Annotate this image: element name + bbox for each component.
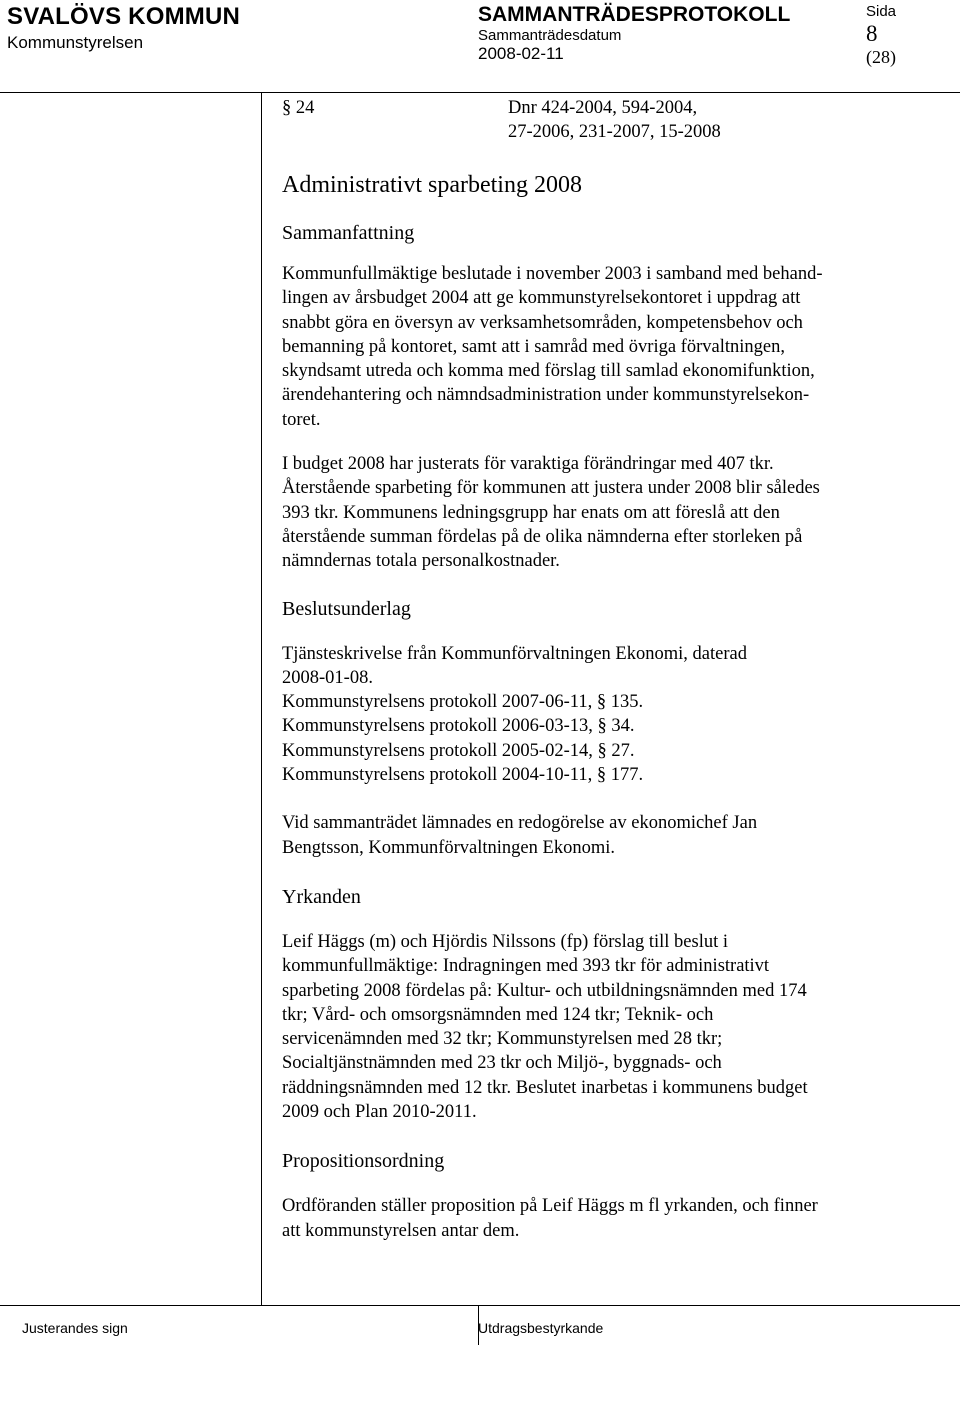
signature-field-label: Justerandes sign xyxy=(22,1320,128,1336)
proposition-paragraph: Ordföranden ställer proposition på Leif Häggs m fl yrkanden, och finner att kommunstyrelsen antar dem. xyxy=(282,1196,818,1241)
margin-rule xyxy=(261,92,262,1305)
page-number: 8 xyxy=(866,21,878,46)
page-total: (28) xyxy=(866,47,896,67)
decision-basis-list: Tjänsteskrivelse från Kommunförvaltningen Ekonomi, daterad 2008-01-08. Kommunstyrelsens protokoll 2007-06-11, § 135. Kommunstyrelsens protokoll 2006-03-13, § 34. Kommunstyrelsens protokoll 2005-02-14, § 27. Kommunstyrelsens protokoll 2004-10-11, § 177. xyxy=(282,643,747,786)
protocol-body xyxy=(282,92,922,1243)
document-type: SAMMANTRÄDESPROTOKOLL xyxy=(478,3,791,26)
page-label: Sida xyxy=(866,3,897,20)
meeting-date: 2008-02-11 xyxy=(478,44,564,63)
department-name: Kommunstyrelsen xyxy=(7,33,144,52)
extract-certification-label: Utdragsbestyrkande xyxy=(478,1320,604,1336)
page-title: Administrativt sparbeting 2008 xyxy=(282,172,582,198)
heading-yrkanden: Yrkanden xyxy=(282,885,361,908)
meeting-date-label: Sammanträdesdatum xyxy=(478,27,622,44)
paragraph-number: § 24 xyxy=(282,98,315,118)
item-header xyxy=(282,92,922,164)
diary-numbers: Dnr 424-2004, 594-2004, 27-2006, 231-2007, 15-2008 xyxy=(508,98,721,143)
motion-paragraph: Leif Häggs (m) och Hjördis Nilssons (fp) förslag till beslut i kommunfullmäktige: Indragningen med 393 tkr för administrativt sparbeting 2008 fördelas på: Kultur- och utbildningsnämnden med 174 tkr; Vård- och omsorgsnämnden med 124 tkr; Teknik- och servicenämnden med 32 tkr; Kommunstyrelsen med 28 tkr; Socialtjänstnämnden med 23 tkr och Miljö-, byggnads- och räddningsnämnden med 12 tkr. Beslutet inarbetas i kommunens budget 2009 och Plan 2010-2011. xyxy=(282,931,808,1123)
summary-paragraph-1: Kommunfullmäktige beslutade i november 2003 i samband med behand- lingen av årsbudget 2004 att ge kommunstyrelsekontoret i uppdrag att snabbt göra en översyn av verksamhetsområden, kompetensbehov och bemanning på kontoret, samt att i samråd med övriga förvaltningen, skyndsamt utreda och komma med förslag till samlad ekonomifunktion, ärendehantering och nämndsadministration under kommunstyrelsekon- toret. xyxy=(282,264,823,430)
summary-paragraph-2: I budget 2008 har justerats för varaktiga förändringar med 407 tkr. Återstående sparbeting för kommunen att justera under 2008 blir således 393 tkr. Kommunens ledningsgrupp har enats om att föreslå att den återstående summan fördelas på de olika nämnderna efter storleken på nämndernas totala personalkostnader. xyxy=(282,454,820,572)
organization-name: SVALÖVS KOMMUN xyxy=(7,3,241,30)
meeting-note: Vid sammanträdet lämnades en redogörelse av ekonomichef Jan Bengtsson, Kommunförvaltningen Ekonomi. xyxy=(282,813,758,858)
heading-propositionsordning: Propositionsordning xyxy=(282,1150,445,1173)
heading-sammanfattning: Sammanfattning xyxy=(282,222,415,244)
heading-beslutsunderlag: Beslutsunderlag xyxy=(282,597,411,620)
footer-divider xyxy=(0,1305,960,1306)
